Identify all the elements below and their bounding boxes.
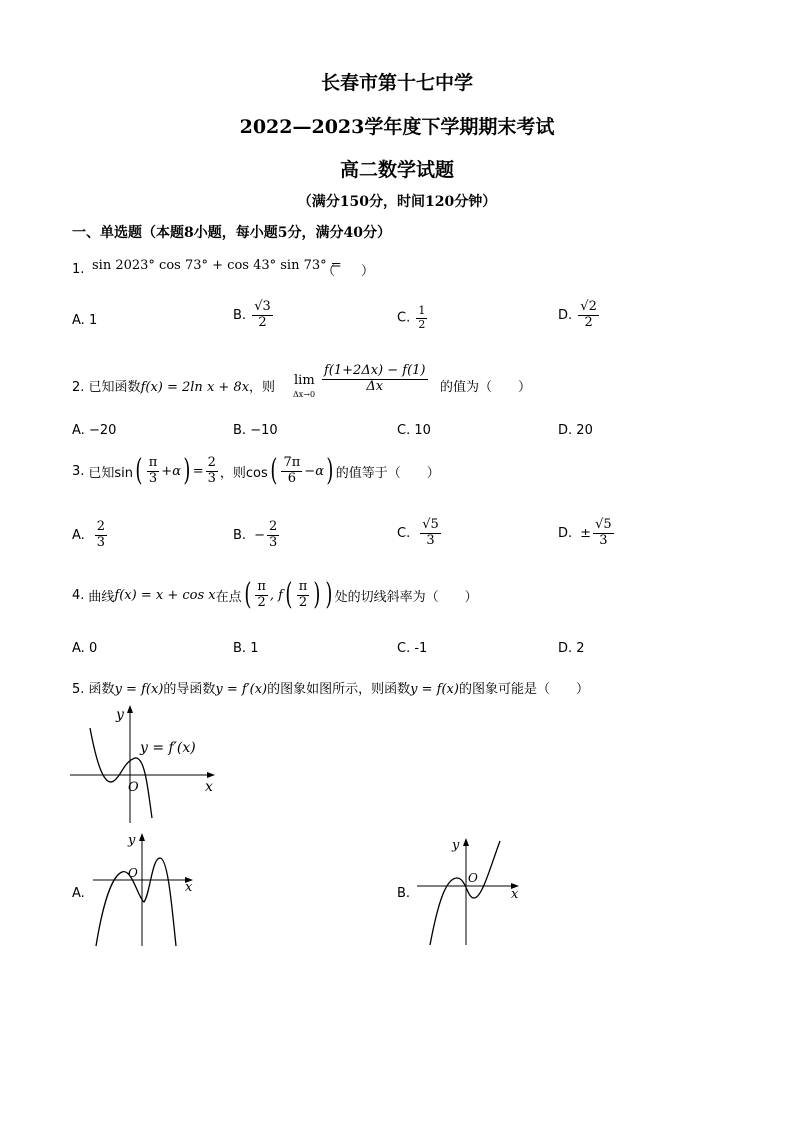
option-label: C. [397,641,411,656]
option-value: −20 [88,423,117,438]
y-axis-label: y [116,707,124,723]
x-axis-label: x [185,880,193,895]
option-label: B. [233,307,247,323]
equals: = [192,463,204,479]
q2-option-d [558,423,593,438]
q4-function: f(x) = x + cos x [114,587,216,603]
q4-option-d [558,641,585,656]
q3-arg1-tail: +α [161,463,181,479]
exam-title: 2022—2023学年度下学期期末考试 [239,116,555,138]
frac-num: 1 [418,304,426,317]
right-paren: ) [183,453,191,489]
q1-expression: sin 2023° cos 73° + cos 43° sin 73° = [92,258,342,273]
option-b-curve [430,841,500,945]
frac-num: 7π [283,455,301,470]
q5-formula: y = f′(x) [215,682,268,697]
q2-option-a [72,423,116,438]
left-paren: ( [285,577,293,613]
q4-option-b [233,641,258,656]
q4-mid: 在点 [215,589,242,605]
q5-formula: y = f(x) [114,682,164,697]
y-axis-label: y [452,838,460,853]
origin-label: O [128,866,138,880]
frac-num: √2 [580,299,597,314]
q4-option-c [397,641,427,656]
frac-den: 2 [258,314,267,330]
q2-mid: ，则 [249,380,276,395]
frac-num: √5 [595,517,612,532]
q3-line [72,453,440,489]
option-label: C. [397,423,411,438]
frac-num: π [148,455,158,470]
option-value: 10 [414,423,431,438]
y-axis-arrow [127,705,133,713]
option-label: D. [558,423,573,438]
y-axis-arrow [463,838,469,846]
q1-option-c [397,305,429,331]
q1-option-d [558,300,601,331]
section-title: 一、单选题（本题8小题，每小题5分，满分40分） [72,225,391,241]
q3-suffix: 的值等于（ ） [335,465,440,481]
frac-num: 2 [96,519,106,534]
graph-label: y = f′(x) [140,740,196,756]
left-paren: ( [270,453,278,489]
sign: − [254,527,265,543]
option-label: A. [72,423,85,438]
q1-option-a [72,313,97,328]
option-value: −10 [250,423,278,438]
q5-number: 5. [72,682,85,697]
option-label: C. [397,525,411,541]
option-a-graph [88,828,208,953]
option-label: B. [233,527,247,543]
q4-number: 4. [72,587,85,603]
sign: ± [580,525,592,541]
y-axis-label: y [128,833,136,848]
option-label: D. [558,641,573,656]
frac-den: Δx [366,378,384,394]
q4-prefix: 曲线 [88,589,115,605]
subject-title: 高二数学试题 [339,159,454,181]
option-label: A. [72,527,85,543]
origin-label: O [128,780,139,795]
q3-option-b [233,520,281,551]
q1-blank: （ ） [322,264,375,279]
q5-text: 函数 [88,682,115,697]
frac-num: 2 [207,455,216,470]
option-label: B. [233,641,247,656]
frac-num: π [298,579,308,594]
frac-den: 2 [298,594,308,610]
right-paren: ) [325,577,333,613]
frac-den: 2 [418,317,426,331]
q3-option-c [397,518,443,549]
left-paren: ( [135,453,143,489]
q2-option-c [397,423,431,438]
frac-num: √5 [422,517,439,532]
q3-arg2-tail: −α [304,463,324,479]
option-value: 0 [88,641,98,656]
frac-num: π [257,579,266,594]
frac-num: 2 [268,519,278,534]
q2-line [72,376,275,395]
option-value: 1 [88,313,98,328]
lim-text: lim [294,373,315,388]
q5-option-b-label: B. [397,886,411,901]
option-label: A. [72,313,85,328]
q2-option-b [233,423,278,438]
option-value: 20 [576,423,593,438]
frac-num: √3 [254,299,271,314]
q3-option-a [72,520,109,551]
q5-option-a-label: A. [72,886,85,901]
q1-number: 1. [72,262,85,277]
frac-den: 3 [426,532,435,548]
option-label: C. [397,310,411,326]
q5-text: 的导函数 [163,682,216,697]
q1-option-b [233,300,275,331]
q4-suffix: 处的切线斜率为（ ） [334,589,478,605]
q4-fp: , f [269,587,283,603]
q3-prefix: 已知sin [88,465,134,481]
option-value: 2 [576,641,585,656]
school-title: 长春市第十七中学 [320,72,473,94]
frac-den: 3 [96,534,106,550]
right-paren: ) [326,453,334,489]
q2-suffix: 的值为（ ） [440,380,532,395]
left-paren: ( [243,577,251,613]
q3-option-d [558,518,616,549]
frac-den: 2 [257,594,266,610]
frac-den: 3 [599,532,608,548]
q2-limit [294,373,315,388]
q4-option-a [72,641,97,656]
frac-den: 6 [287,470,297,486]
q2-number: 2. [72,380,85,395]
option-label: B. [233,423,247,438]
right-paren: ) [313,577,321,613]
frac-num: f(1+2Δx) − f(1) [324,363,426,378]
frac-den: 2 [584,314,593,330]
option-label: D. [558,525,573,541]
q3-mid: ，则cos [219,465,268,481]
q4-line [72,577,478,613]
q3-number: 3. [72,463,85,479]
q2-function: f(x) = 2ln x + 8x [140,380,250,395]
q5-text: 的图象可能是（ ） [458,682,589,697]
q5-text: 的图象如图所示，则函数 [267,682,411,697]
frac-den: 3 [207,470,216,486]
q2-prefix: 已知函数 [88,380,141,395]
option-value: 1 [250,641,259,656]
q5-line [72,678,589,697]
origin-label: O [468,871,478,885]
x-axis-label: x [205,779,213,795]
q5-formula: y = f(x) [410,682,459,697]
derivative-graph [60,700,230,830]
frac-den: 3 [268,534,278,550]
x-axis-label: x [511,887,519,902]
option-value: -1 [414,641,428,656]
x-axis-arrow [207,772,215,778]
exam-note: （满分150分，时间120分钟） [297,194,497,210]
q2-limit-sub: Δx→0 [293,390,316,399]
frac-den: 3 [148,470,158,486]
y-axis-arrow [139,833,145,841]
q2-fraction [320,364,430,395]
option-b-graph [412,833,537,948]
option-label: D. [558,307,573,323]
option-label: A. [72,641,85,656]
